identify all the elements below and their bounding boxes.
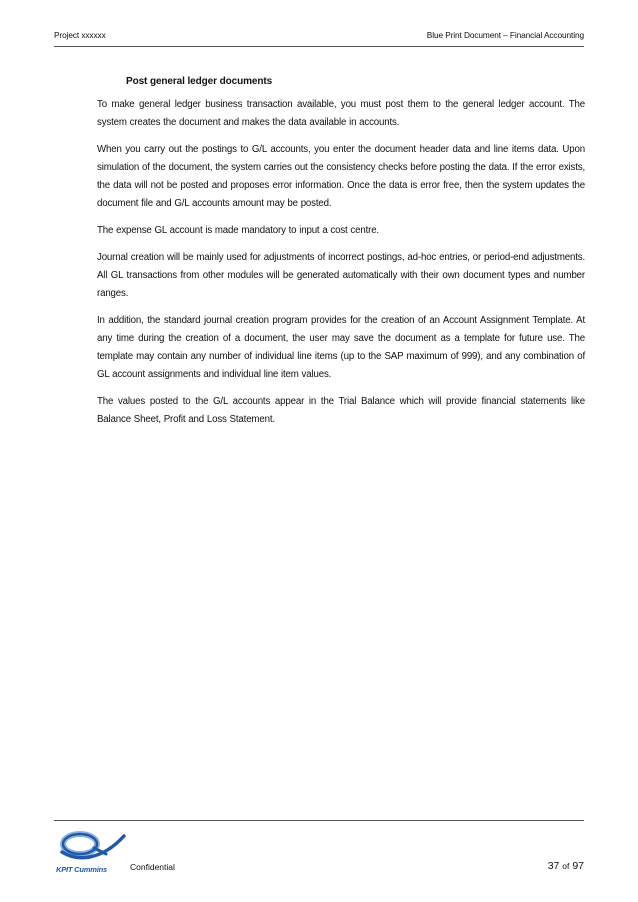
- confidential-label: Confidential: [130, 862, 175, 872]
- page-current: 37: [547, 860, 560, 872]
- paragraph: Journal creation will be mainly used for adjustments of incorrect postings, ad-hoc entries, or period-end adjustments. All GL transactions from other modules will be generated automatically with their own document types and number ranges.: [97, 252, 585, 299]
- header-divider: [54, 46, 584, 47]
- header-project-name: Project xxxxxx: [54, 30, 106, 40]
- footer-divider: [54, 820, 584, 821]
- logo-swoosh-icon: [54, 822, 136, 866]
- section-heading: Post general ledger documents: [126, 76, 273, 87]
- logo-wordmark: KPIT Cummins: [56, 865, 107, 874]
- paragraph: In addition, the standard journal creation program provides for the creation of an Account Assignment Template. At any time during the creation of a document, the user may save the document as a template for future use. The template may contain any number of individual line items (up to the SAP maximum of 999), and any combination of GL account assignments and individual line item values.: [97, 315, 585, 380]
- page-number: [548, 860, 584, 872]
- page-of: of: [562, 861, 570, 871]
- paragraph: The expense GL account is made mandatory to input a cost centre.: [97, 225, 379, 236]
- page-total: 97: [572, 860, 584, 872]
- document-body: [97, 76, 585, 438]
- page-header: [54, 30, 584, 46]
- paragraph: The values posted to the G/L accounts appear in the Trial Balance which will provide financial statements like Balance Sheet, Profit and Loss Statement.: [97, 396, 585, 425]
- kpit-cummins-logo: [54, 822, 136, 876]
- header-document-title: Blue Print Document – Financial Accounting: [426, 30, 584, 40]
- paragraph: When you carry out the postings to G/L accounts, you enter the document header data and line items data. Upon simulation of the document, the system carries out the consistency checks before posting the data. If the error exists, the data will not be posted and proposes error information. Once the data is error free, then the system updates the document file and G/L accounts amount may be posted.: [97, 144, 585, 209]
- paragraph: To make general ledger business transaction available, you must post them to the general ledger account. The system creates the document and makes the data available in accounts.: [97, 99, 585, 128]
